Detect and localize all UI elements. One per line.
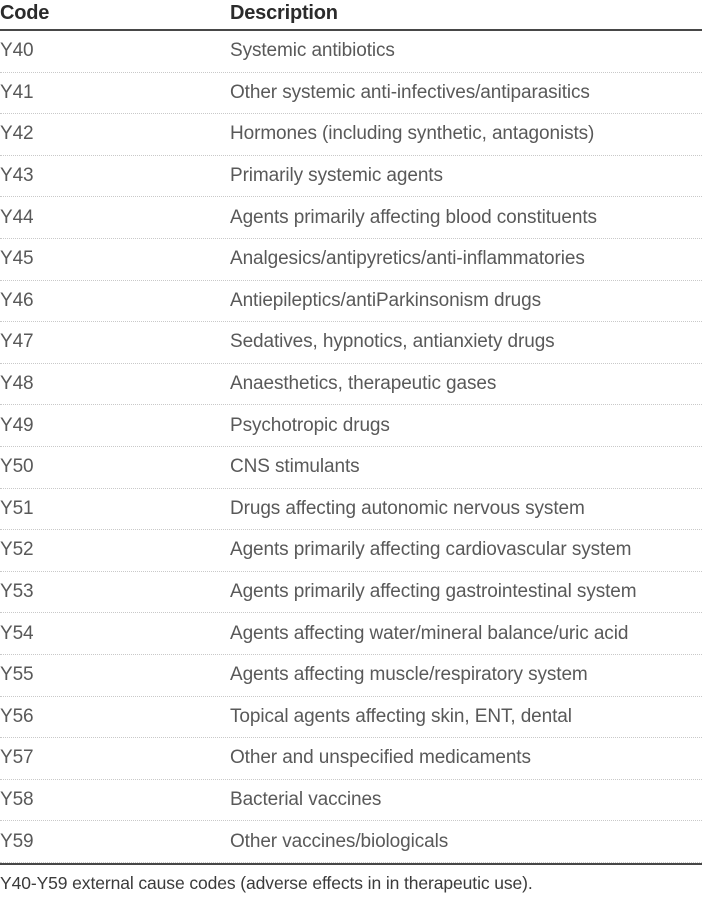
description-cell: Agents primarily affecting gastrointestinal system: [230, 581, 637, 603]
table-row: [0, 31, 702, 73]
code-cell: Y58: [0, 788, 34, 810]
code-cell: Y47: [0, 331, 34, 353]
description-cell: Agents primarily affecting blood constituents: [230, 206, 597, 228]
code-cell: Y50: [0, 456, 34, 478]
code-cell: Y57: [0, 747, 34, 769]
code-cell: Y56: [0, 705, 34, 727]
description-cell: Bacterial vaccines: [230, 788, 382, 810]
description-cell: Other vaccines/biologicals: [230, 830, 449, 852]
table-row: [0, 322, 702, 364]
code-cell: Y59: [0, 830, 34, 852]
table-row: [0, 114, 702, 156]
description-cell: Agents affecting muscle/respiratory system: [230, 664, 588, 686]
table-row: [0, 73, 702, 115]
code-cell: Y43: [0, 165, 34, 187]
table-body: [0, 31, 702, 863]
description-cell: Other and unspecified medicaments: [230, 747, 531, 769]
description-cell: Sedatives, hypnotics, antianxiety drugs: [230, 331, 555, 353]
code-cell: Y53: [0, 581, 34, 603]
description-cell: Antiepileptics/antiParkinsonism drugs: [230, 289, 542, 311]
description-cell: Topical agents affecting skin, ENT, dental: [230, 705, 572, 727]
table-row: [0, 613, 702, 655]
code-cell: Y49: [0, 414, 34, 436]
code-cell: Y41: [0, 81, 34, 103]
table-row: [0, 489, 702, 531]
table-row: [0, 364, 702, 406]
description-cell: Agents primarily affecting cardiovascular system: [230, 539, 632, 561]
table-row: [0, 239, 702, 281]
description-cell: CNS stimulants: [230, 456, 360, 478]
code-cell: Y48: [0, 373, 34, 395]
table-row: [0, 572, 702, 614]
code-cell: Y42: [0, 123, 34, 145]
table-row: [0, 281, 702, 323]
code-cell: Y46: [0, 289, 34, 311]
code-cell: Y45: [0, 248, 34, 270]
description-cell: Anaesthetics, therapeutic gases: [230, 373, 497, 395]
column-header-description: Description: [230, 2, 338, 24]
description-cell: Hormones (including synthetic, antagonists): [230, 123, 595, 145]
table-row: [0, 447, 702, 489]
description-cell: Agents affecting water/mineral balance/uric acid: [230, 622, 629, 644]
code-cell: Y51: [0, 497, 34, 519]
code-cell: Y55: [0, 664, 34, 686]
description-cell: Drugs affecting autonomic nervous system: [230, 497, 585, 519]
table-row: [0, 197, 702, 239]
table-header-row: [0, 0, 702, 31]
table-row: [0, 738, 702, 780]
code-cell: Y54: [0, 622, 34, 644]
table-row: [0, 780, 702, 822]
description-cell: Psychotropic drugs: [230, 414, 390, 436]
description-cell: Primarily systemic agents: [230, 165, 443, 187]
table-row: [0, 156, 702, 198]
column-header-code: Code: [0, 2, 50, 24]
table-row: [0, 655, 702, 697]
table-row: [0, 697, 702, 739]
table-row: [0, 405, 702, 447]
description-cell: Systemic antibiotics: [230, 40, 395, 62]
table-row: [0, 821, 702, 863]
description-cell: Analgesics/antipyretics/anti-inflammatories: [230, 248, 585, 270]
table-row: [0, 530, 702, 572]
code-cell: Y44: [0, 206, 34, 228]
table-caption: Y40-Y59 external cause codes (adverse effects in in therapeutic use).: [0, 863, 702, 894]
code-cell: Y52: [0, 539, 34, 561]
code-cell: Y40: [0, 40, 34, 62]
description-cell: Other systemic anti-infectives/antiparasitics: [230, 81, 590, 103]
